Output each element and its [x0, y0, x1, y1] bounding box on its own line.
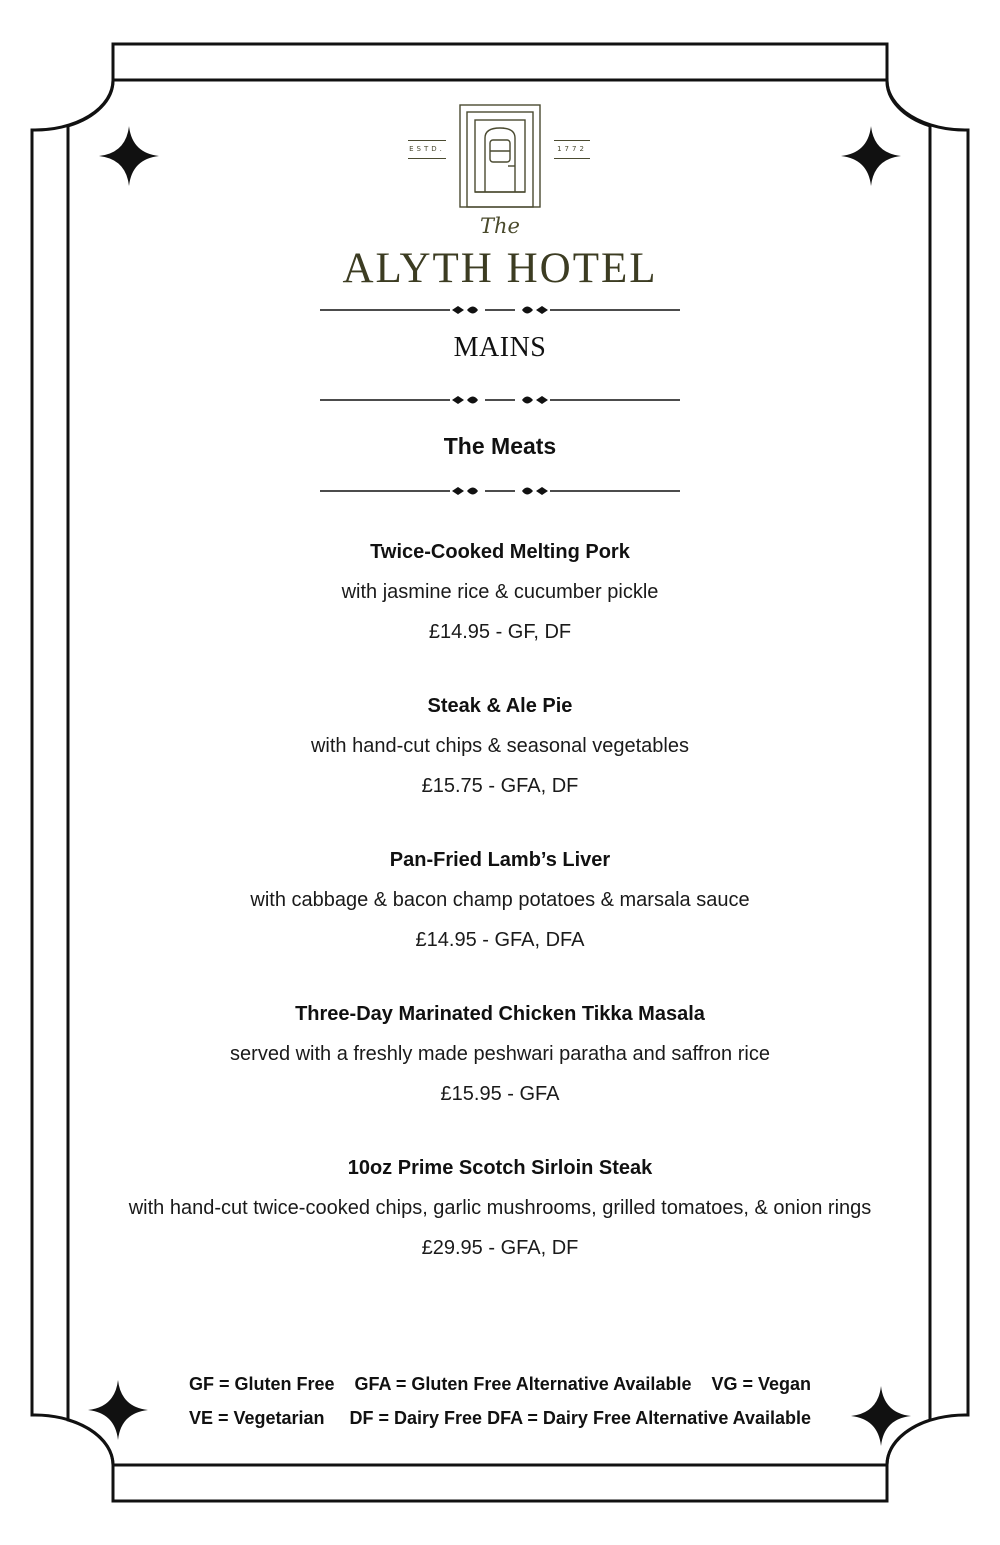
item-name: Pan-Fried Lamb’s Liver	[389, 849, 611, 871]
estd-rule	[408, 158, 446, 159]
item-description: with jasmine rice & cucumber pickle	[341, 581, 659, 603]
hotel-name: ALYTH HOTEL	[342, 245, 658, 292]
menu-item	[110, 840, 890, 960]
item-description: with cabbage & bacon champ potatoes & marsala sauce	[250, 889, 750, 911]
year-rule	[554, 140, 590, 141]
item-name: Steak & Ale Pie	[427, 695, 573, 717]
sparkle-icon	[99, 126, 159, 186]
item-name: Three-Day Marinated Chicken Tikka Masala	[295, 1003, 705, 1025]
menu-item	[110, 532, 890, 652]
menu-item	[110, 686, 890, 806]
item-description: with hand-cut twice-cooked chips, garlic mushrooms, grilled tomatoes, & onion rings	[128, 1197, 872, 1219]
menu-items	[110, 532, 890, 1302]
item-description: served with a freshly made peshwari paratha and saffron rice	[230, 1043, 770, 1065]
item-price: £15.95 - GFA	[440, 1083, 560, 1105]
estd-label: ESTD.	[409, 145, 445, 153]
category-title: The Meats	[443, 433, 557, 459]
section-title: MAINS	[453, 332, 547, 363]
ornament-divider	[320, 392, 680, 408]
menu-item	[110, 1148, 890, 1268]
ornament-divider	[320, 302, 680, 318]
year-rule	[554, 158, 590, 159]
dietary-legend-line: VE = Vegetarian DF = Dairy Free DFA = Dairy Free Alternative Available	[188, 1408, 812, 1428]
item-price: £14.95 - GF, DF	[428, 621, 572, 643]
sparkle-icon	[841, 126, 901, 186]
menu-item	[110, 994, 890, 1114]
dietary-legend-line: GF = Gluten Free GFA = Gluten Free Alternative Available VG = Vegan	[188, 1374, 812, 1394]
item-name: Twice-Cooked Melting Pork	[370, 541, 630, 563]
ornament-divider	[320, 483, 680, 499]
item-name: 10oz Prime Scotch Sirloin Steak	[347, 1157, 653, 1179]
hotel-name-prefix: The	[480, 214, 520, 238]
item-price: £14.95 - GFA, DFA	[415, 929, 585, 951]
item-description: with hand-cut chips & seasonal vegetables	[310, 735, 689, 757]
estd-rule	[408, 140, 446, 141]
item-price: £15.75 - GFA, DF	[421, 775, 579, 797]
item-price: £29.95 - GFA, DF	[421, 1237, 579, 1259]
hotel-door-logo	[400, 100, 600, 212]
year-label: 1772	[557, 145, 587, 153]
